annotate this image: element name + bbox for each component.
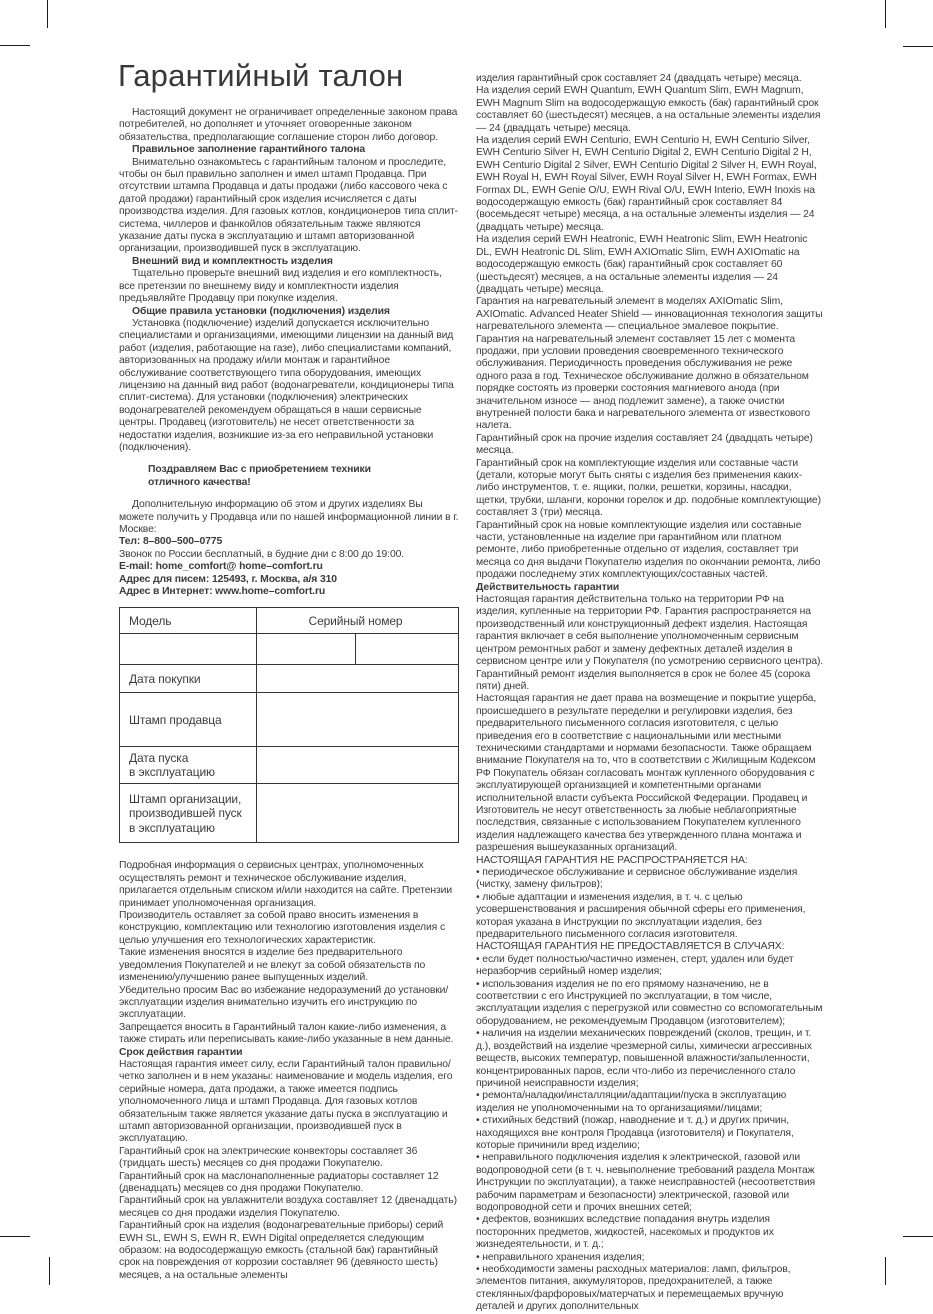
section-heading: Действительность гарантии — [476, 581, 620, 593]
model-value-cell — [120, 634, 257, 665]
left-column — [119, 107, 459, 1282]
paragraph: Настоящая гарантия действительна только на территории РФ на изделия, купленные на территории РФ. Гарантия распространяется на производственный или конструкционный дефект изделия. Настоящая гарантия включает в себя выполнение уполномоченным сервисным центром ремонтных работ и замену дефектных деталей изделия в сервисном центре или у Покупателя (по усмотрению сервисного центра). Гарантийный ремонт изделия выполняется в срок не более 45 (сорока пяти) дней. — [476, 594, 824, 692]
paragraph: Настоящая гарантия имеет силу, если Гарантийный талон правильно/четко заполнен и в нем указаны: наименование и модель изделия, его серийные номера, дата продажи, а также имеется подпись уполномоченного лица и штамп Продавца. Для газовых котлов обязательным также является указание даты пуска в эксплуатацию и штамп авторизованной организации, производившей пуск в эксплуатацию. — [119, 1058, 453, 1145]
paragraph: Гарантийный срок на увлажнители воздуха составляет 12 (двенадцать) месяцев со дня продажи изделия Покупателю. — [119, 1195, 457, 1219]
crop-mark-top-left-horizontal — [0, 45, 30, 46]
paragraph: • неправильного подключения изделия к электрической, газовой или водопроводной сети (в т. ч. невыполнение требований раздела Монтаж Инструкции по эксплуатации), а также неисправностей (несоответствия рабочим параметрам и безопасности) электрической, газовой или водопроводной сети и прочих внешних сетей; — [476, 1152, 816, 1213]
paragraph: Гарантия на нагревательный элемент в моделях AXIOmatic Slim, AXIOmatic. Advanced Heater Shield — инновационная технология защиты нагревательного элемента — специальное эмалевое покрытие. Гарантия на нагревательный элемент составляет 15 лет с момента продажи, при условии проведения своевременного технического обслуживания. Периодичность проведения обслуживания не реже одного раза в год. Техническое обслуживание должно в обязательном порядке состоять из проверки состояния магниевого анода (при значительном износе — анод подлежит замене), а также очистки внутренней полости бака и нагревательного элемента от известкового налета. — [476, 296, 823, 432]
section-heading: Внешний вид и комплектность изделия — [132, 255, 333, 267]
left-column-bottom-blocks — [119, 860, 459, 1282]
paragraph: Производитель оставляет за собой право вносить изменения в конструкцию, комплектацию или технологию изготовления изделия с целью улучшения его технологических характеристик. — [119, 910, 446, 946]
paragraph: Дополнительную информацию об этом и других изделиях Вы можете получить у Продавца или по нашей информационной линии в г. Москве: — [119, 499, 459, 535]
startup-date-value-cell — [257, 747, 459, 784]
paragraph: • стихийных бедствий (пожар, наводнение и т. д.) и других причин, находящихся вне контроля Продавца (изготовителя) и Покупателя, которые причинили вред изделию; — [476, 1115, 794, 1151]
paragraph: E-mail: home_comfort@ home–comfort.ru — [119, 561, 323, 573]
paragraph: Звонок по России бесплатный, в будние дни с 8:00 до 19:00. — [119, 548, 405, 560]
paragraph: Настоящая гарантия не дает права на возмещение и покрытие ущерба, происшедшего в результате переделки и регулировки изделия, без предварительного письменного согласия изготовителя, с целью приведения его в соответствие с национальными или местными техническими стандартами и нормами безопасности. Также обращаем внимание Покупателя на то, что в соответствии с Жилищным Кодексом РФ Покупатель обязан согласовать монтаж купленного оборудования с эксплуатирующей организацией и компетентными органами исполнительной власти субъекта Российской Федерации. Продавец и Изготовитель не несут ответственность за любые неблагоприятные последствия, связанные с использованием Покупателем купленного изделия надлежащего качества без утвержденного плана монтажа и разрешения вышеуказанных организаций. — [476, 693, 817, 854]
crop-mark-top-right-horizontal — [903, 46, 933, 47]
paragraph: Гарантийный срок на комплектующие изделия или составные части (детали, которые могут быть сняты с изделия без применения каких-либо инструментов, т. е. ящики, полки, решетки, корзины, насадки, щетки, трубки, шланги, коронки горелок и др. подобные комплектующие) составляет 3 (три) месяца. — [476, 457, 821, 519]
paragraph: Гарантийный срок на изделия (водонагревательные приборы) серий EWH SL, EWH S, EWH R, EWH Digital определяется следующим образом: на водосодержащую емкость (стальной бак) гарантийный срок на повреждения от коррозии составляет 96 (девяносто шесть) месяцев, а на остальные элементы — [119, 1220, 444, 1281]
paragraph: Адрес в Интернет: www.home–comfort.ru — [119, 586, 326, 598]
paragraph: Убедительно просим Вас во избежание недоразумений до установки/эксплуатации изделия внимательно изучить его инструкцию по эксплуатации. — [119, 984, 449, 1021]
startup-org-stamp-value-cell — [257, 784, 459, 843]
paragraph: Такие изменения вносятся в изделие без предварительного уведомления Покупателей и не влекут за собой обязательств по изменению/улучшению ранее выпущенных изделий. — [119, 947, 426, 984]
warranty-fill-in-table — [119, 607, 459, 843]
seller-stamp-value-cell — [257, 693, 459, 747]
startup-date-label-cell: Дата пуска в эксплуатацию — [120, 747, 257, 784]
paragraph: Тщательно проверьте внешний вид изделия и его комплектность, все претензии по внешнему виду и комплектности изделия предъявляйте Продавцу при покупке изделия. — [119, 268, 442, 305]
paragraph: НАСТОЯЩАЯ ГАРАНТИЯ НЕ РАСПРОСТРАНЯЕТСЯ НА: — [476, 854, 748, 866]
paragraph: НАСТОЯЩАЯ ГАРАНТИЯ НЕ ПРЕДОСТАВЛЯЕТСЯ В СЛУЧАЯХ: — [476, 941, 785, 953]
serial-number-value-cell-1 — [257, 634, 356, 665]
crop-mark-bottom-right-horizontal — [903, 1236, 933, 1237]
paragraph: Поздравляем Вас с приобретением техники отличного качества! — [148, 464, 371, 488]
serial-number-value-cell-2 — [356, 634, 459, 665]
section-heading: Правильное заполнение гарантийного талона — [132, 144, 366, 156]
crop-mark-bottom-left-vertical — [49, 1257, 50, 1285]
paragraph: Гарантийный срок на новые комплектующие изделия или составные части, установленные на изделие при гарантийном или платном ремонте, либо приобретенные отдельно от изделия, составляет три месяца со дня выдачи Покупателю изделия по окончании ремонта, либо продажи последнему этих комплектующих/составных частей. — [476, 519, 821, 581]
purchase-date-value-cell — [257, 665, 459, 693]
seller-stamp-label-cell: Штамп продавца — [120, 693, 257, 747]
left-column-top-blocks — [119, 107, 459, 598]
paragraph: Гарантийный срок на маслонаполненные радиаторы составляет 12 (двенадцать) месяцев со дня продажи Покупателю. — [119, 1170, 439, 1194]
paragraph: • использования изделия не по его прямому назначению, не в соответствии с его Инструкцией по эксплуатации, в том числе, эксплуатации изделия с перегрузкой или совместно со вспомогательным оборудованием, не рекомендуемым Продавцом (изготовителем); — [476, 978, 823, 1027]
paragraph: Настоящий документ не ограничивает определенные законом права потребителей, но дополняет и уточняет оговоренные законом обязательства, предполагающие соглашение сторон либо договор. — [119, 107, 458, 143]
paragraph: На изделия серий EWH Centurio, EWH Centurio H, EWH Centurio Silver, EWH Centurio Silver H, EWH Centurio Digital 2, EWH Centurio Digital 2 H, EWH Centurio Digital 2 Silver, EWH Centurio Digital 2 Silver H, EWH Royal, EWH Royal H, EWH Royal Silver, EWH Royal Silver H, EWH Formax, EWH Formax DL, EWH Genie O/U, EWH Rival O/U, EWH Interio, EWH Inoxis на водосодержащую емкость (бак) гарантийный срок составляет 84 (восемьдесят четыре) месяца, а на остальные элементы изделия — 24 (двадцать четыре) месяца. — [476, 135, 817, 233]
paragraph: • любые адаптации и изменения изделия, в т. ч. с целью усовершенствования и расширения обычной сферы его применения, которая указана в Инструкции по эксплуатации изделия, без предварительного письменного согласия изготовителя. — [476, 891, 806, 941]
paragraph: На изделия серий EWH Heatronic, EWH Heatronic Slim, EWH Heatronic DL, EWH Heatronic DL Slim, EWH AXIOmatic Slim, EWH AXIOmatic на водосодержащую емкость (бак) гарантийный срок составляет 60 (шестьдесят) месяцев, а на остальные элементы изделия — 24 (двадцать четыре) месяца. — [476, 234, 808, 295]
section-heading: Срок действия гарантии — [119, 1046, 243, 1058]
paragraph: • если будет полностью/частично изменен, стерт, удален или будет неразборчив серийный номер изделия; — [476, 953, 794, 978]
paragraph: Тел: 8–800–500–0775 — [119, 536, 223, 548]
paragraph: Гарантийный срок на электрические конвекторы составляет 36 (тридцать шесть) месяцев со дня продажи Покупателю. — [119, 1145, 418, 1170]
paragraph: • необходимости замены расходных материалов: ламп, фильтров, элементов питания, аккумуляторов, предохранителей, а также стеклянных/фарфоровых/матерчатых и перемещаемых вручную деталей и других дополнительных — [476, 1264, 791, 1313]
paragraph: • ремонта/наладки/инсталляции/адаптации/пуска в эксплуатацию изделия не уполномоченными на то организациями/лицами; — [476, 1090, 787, 1114]
paragraph: Установка (подключение) изделий допускается исключительно специалистами и организациями, имеющими лицензии на данный вид работ (изделия, работающие на газе), либо специалистами компаний, авторизованных на продажу и/или монтаж и гарантийное обслуживание соответствующего типа оборудования, имеющих лицензию на данный вид работ (водонагреватели, кондиционеры типа сплит-система). Для установки (подключения) электрических водонагревателей рекомендуем обращаться в наши сервисные центры. Продавец (изготовитель) не несет ответственности за недостатки изделия, возникшие из-за его неправильной установки (подключения). — [119, 317, 454, 453]
crop-mark-bottom-left-horizontal — [0, 1236, 30, 1237]
paragraph: На изделия серий EWH Quantum, EWH Quantum Slim, EWH Magnum, EWH Magnum Slim на водосодержащую емкость (бак) гарантийный срок составляет 60 (шестьдесят) месяцев, а на остальные элементы изделия — 24 (двадцать четыре) месяца. — [476, 85, 821, 134]
crop-mark-bottom-right-vertical — [885, 1257, 886, 1285]
paragraph: • дефектов, возникших вследствие попадания внутрь изделия посторонних предметов, жидкостей, насекомых и продуктов их жизнедеятельности, и т. д.; — [476, 1214, 774, 1251]
paragraph: Подробная информация о сервисных центрах, уполномоченных осуществлять ремонт и техническое обслуживание изделия, прилагается отдельным списком и/или находится на сайте. Претензии принимает уполномоченная организация. — [119, 860, 453, 909]
document-title: Гарантийный талон — [118, 58, 404, 93]
section-heading: Общие правила установки (подключения) изделия — [132, 305, 390, 317]
paragraph: Запрещается вносить в Гарантийный талон какие-либо изменения, а также стирать или переписывать какие-либо указанные в нем данные. — [119, 1021, 454, 1046]
crop-mark-top-left-vertical — [47, 0, 48, 28]
startup-org-stamp-label-cell: Штамп организации, производившей пуск в эксплуатацию — [120, 784, 257, 843]
paragraph: Адрес для писем: 125493, г. Москва, а/я 310 — [119, 573, 337, 585]
paragraph: Внимательно ознакомьтесь с гарантийным талоном и проследите, чтобы он был правильно заполнен и имел штамп Продавца. При отсутствии штампа Продавца и даты продажи (либо кассового чека с датой продажи) гарантийный срок изделия исчисляется с даты производства изделия. Для газовых котлов, кондиционеров типа сплит-система, чиллеров и фанкойлов обязательным также являются указание даты пуска в эксплуатацию и штамп авторизованной организации, производившей пуск в эксплуатацию. — [119, 156, 459, 255]
right-column — [476, 73, 824, 1314]
model-header-cell: Модель — [120, 608, 257, 634]
paragraph: Гарантийный срок на прочие изделия составляет 24 (двадцать четыре) месяца. — [476, 432, 813, 457]
crop-mark-top-right-vertical — [885, 0, 886, 28]
paragraph: изделия гарантийный срок составляет 24 (двадцать четыре) месяца. — [476, 73, 802, 84]
purchase-date-label-cell: Дата покупки — [120, 665, 257, 693]
paragraph: • периодическое обслуживание и сервисное обслуживание изделия (чистку, замену фильтров); — [476, 867, 798, 891]
paragraph: • неправильного хранения изделия; — [476, 1251, 645, 1263]
serial-number-header-cell: Серийный номер — [257, 608, 459, 634]
paragraph: • наличия на изделии механических повреждений (сколов, трещин, и т. д.), воздействий на изделие чрезмерной силы, химически агрессивных веществ, высоких температур, повышенной влажности/запыленности, концентрированных паров, если что-либо из перечисленного стало причиной неисправности изделия; — [476, 1028, 812, 1089]
